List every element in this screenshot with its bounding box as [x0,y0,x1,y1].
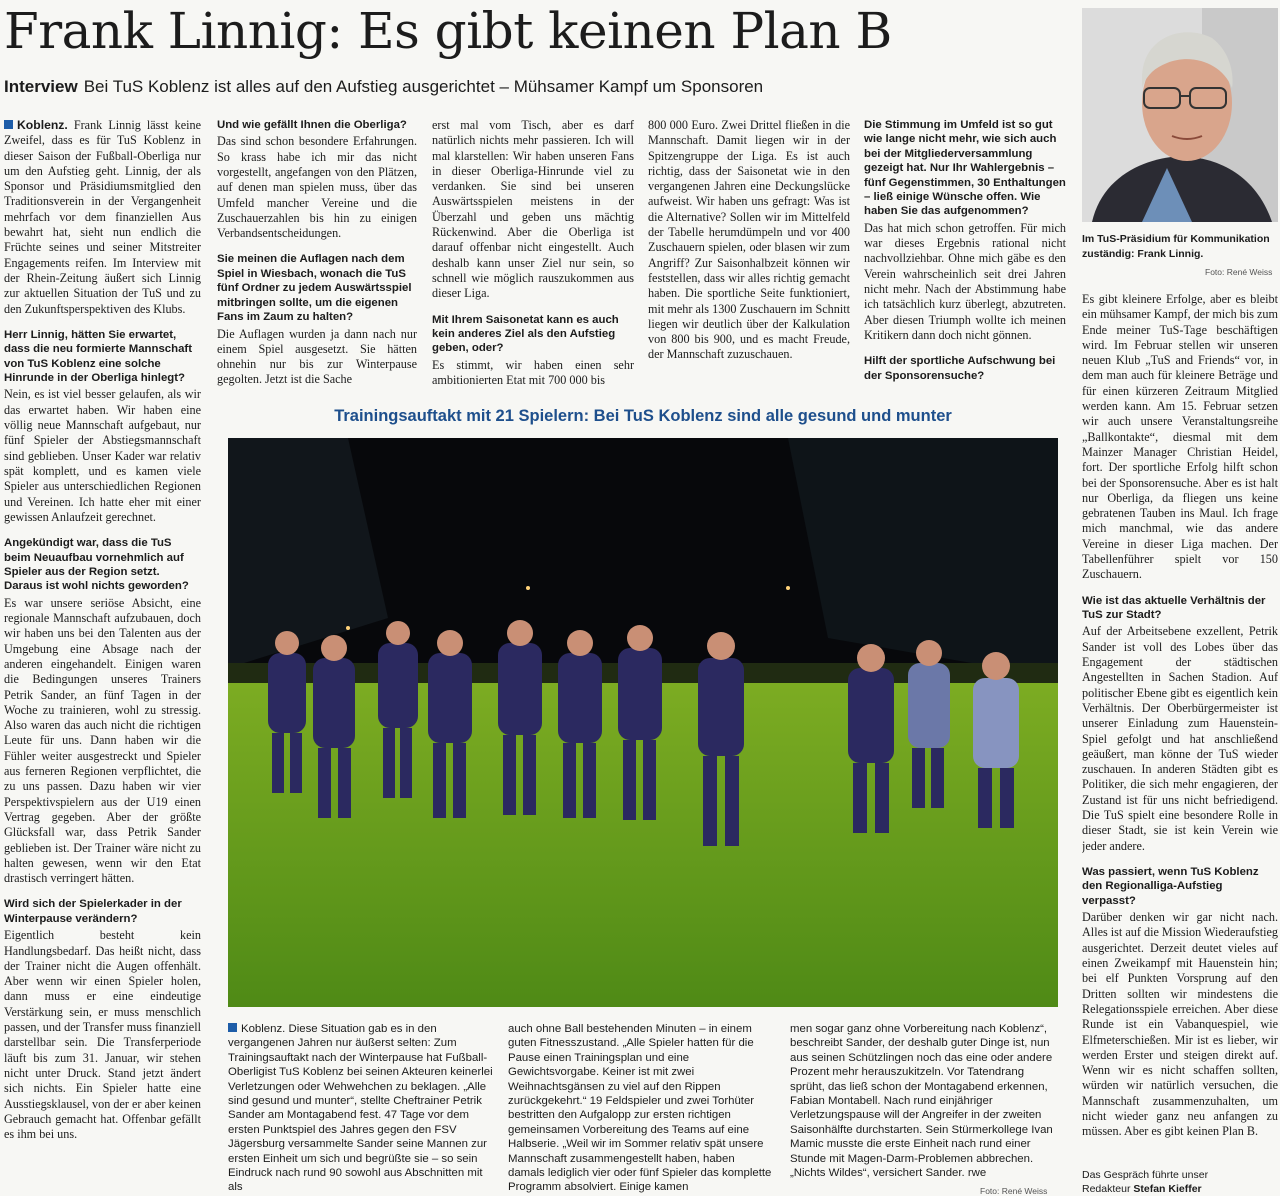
answer: Es gibt kleinere Erfolge, aber es bleibt ein mühsamer Kampf, der mich bis zum Ende meiner TuS-Tage beschäftigen wird. Im Februar stellen wir unseren neuen Klub „TuS and Friends“ vor, in dem man auch für kleinere Beträge und für einen kürzeren Zeitraum Mitglied werden kann. Am 15. Februar setzen wir auch unsere Veranstaltungsreihe „Ballkontakte“, diesmal mit dem Mainzer Manager Christian Heidel, fort. Der sportliche Erfolg hilft schon bei der Sponsorensuche. Aber es ist halt nur Oberliga, da fliegen uns keine gebratenen Tauben ins Maul. Ich frage mich manchmal, wie das andere Vereine in dieser Liga machen. Der Tabellenführer spielt vor 150 Zuschauern. [1082,292,1278,582]
column-3 [432,118,634,403]
question: Hilft der sportliche Aufschwung bei der Sponsorensuche? [864,355,1056,382]
answer: Eigentlich besteht kein Handlungsbedarf. Das heißt nicht, dass der Trainer nicht die Augen offenhält. Aber wenn wir einen Spieler holen, dann muss er eine eindeutige Verstärkung sein, er muss menschlich passen, und der Transfer muss finanziell darstellbar sein. Die Transferperiode läuft bis zum 31. Januar, wir stehen nicht unter Druck. Stand jetzt ändert sich nichts. Ein Spieler hatte eine Ausstiegsklausel, von der er aber keinen Gebrauch gemacht hat. Offenbar gefällt es ihm bei uns. [4,928,201,1142]
kicker-text: Bei TuS Koblenz ist alles auf den Aufstieg ausgerichtet – Mühsamer Kampf um Sponsoren [83,77,764,96]
column-4 [648,118,850,403]
intro-paragraph: Koblenz. Frank Linnig lässt keine Zweifel, dass es für TuS Koblenz in dieser Saison der Fußball-Oberliga nur um den Aufstieg geht. Linnig, der als Sponsor und Präsidiumsmitglied den Traditionsverein in der Vergangenheit mehrfach vor dem finanziellen Aus bewahrt hat, sieht nun endlich die Früchte seines und seiner Mitstreiter Engagements reifen. Im Interview mit der Rhein-Zeitung äußert sich Linnig zur aktuellen Situation der TuS und zu den Zukunftsperspektiven des Klubs. [4,118,201,316]
column-1 [4,118,201,1196]
headline: Frank Linnig: Es gibt keinen Plan B [4,2,892,60]
signature [1082,1168,1278,1196]
answer: Das hat mich schon getroffen. Für mich war dieses Ergebnis rational nicht nachvollziehbar. Ohne mich gäbe es den Verein wahrscheinlich seit drei Jahren nicht mehr. Nach der Abstimmung habe ich tatsächlich kurz überlegt, abzutreten. Aber diesen Triumph wollte ich meinen Kritikern dann doch nicht gönnen. [864,220,1066,342]
question: Mit Ihrem Saisonetat kann es auch kein anderes Ziel als den Aufstieg geben, oder? [432,313,619,355]
photo-credit: Foto: René Weiss [980,1186,1048,1196]
answer: erst mal vom Tisch, aber es darf natürlich nichts mehr passieren. Ich will mal klarstellen: Wir haben unseren Fans in dieser Oberliga-Hinrunde viel zu verdanken. Sie sind bei unseren Auswärtsspielen meistens in der Überzahl und geben uns mächtig Rückenwind. Aber die Oberliga ist darauf offenbar nicht eingestellt. Auch deshalb kann unser Ziel nur sein, so schnell wie möglich rauszukommen aus dieser Liga. [432,118,634,301]
question: Wie ist das aktuelle Verhältnis der TuS zur Stadt? [1082,594,1266,622]
portrait-credit: Foto: René Weiss [1205,267,1273,277]
question: Was passiert, wenn TuS Koblenz den Regionalliga-Aufstieg verpasst? [1082,865,1259,907]
kicker-label: Interview [4,77,78,96]
signature-line: Das Gespräch führte unser [1082,1169,1209,1181]
kicker [4,76,1064,98]
column-6 [1082,292,1278,1162]
answer: Das sind schon besondere Erfahrungen. So krass habe ich mir das nicht vorgestellt, angefangen von den Plätzen, auf denen man spielen muss, über das Umfeld mancher Vereine und die Zuschauerzahlen bis hin zu einigen Verbandsentscheidungen. [217,134,417,241]
answer: Es war unsere seriöse Absicht, eine regionale Mannschaft aufzubauen, doch wir haben uns bei den Talenten aus der Umgebung eine Absage nach der anderen eingehandelt. Einigen waren die Bedingungen unseres Trainers Petrik Sander, an fünf Tagen in der Woche zu trainieren, wohl zu stressig. Also waren das auch nicht die richtigen Leute für uns. Dann haben wir die Fühler weiter ausgestreckt und Spieler aus ferneren Regionen verpflichtet, die zu uns passen. Dazu haben wir vier Perspektivspielern aus der U19 einen Vertrag gegeben. Aber der größte Glücksfall war, dass Petrik Sander geblieben ist. Der Trainer wäre nicht zu halten gewesen, wenn wir den Etat drastisch verringert hätten. [4,595,201,886]
bullet-square-icon [228,1023,237,1032]
portrait-caption: Im TuS-Präsidium für Kommunikation zuständig: Frank Linnig. [1082,233,1270,260]
column-2 [217,118,417,403]
answer: Die Auflagen wurden ja dann nach nur einem Spiel ausgesetzt. Sie hätten ohnehin nur bis zur Winterpause gegolten. Jetzt ist die Sache [217,326,417,387]
bottom-column-3: men sogar ganz ohne Vorbereitung nach Koblenz“, beschreibt Sander, der deshalb guter Dinge ist, nun aus seinen Schützlingen noch das eine oder andere Prozent mehr herauszukitzeln. Vor Tatendrang sprüht, das ließ schon der Montagabend erkennen, Fabian Montabell. Nach rund einjähriger Verletzungspause will der Angreifer in der zweiten Saisonhälfte durchstarten. Sein Stürmerkollege Ivan Mamic musste die erste Einheit nach rund einer Stunde mit Magen-Darm-Problemen abbrechen. „Nichts Wildes“, versichert Sander. rwe [790,1023,1053,1180]
answer: 800 000 Euro. Zwei Drittel fließen in die Mannschaft. Damit liegen wir in der Spitzengruppe der Liga. Es ist auch richtig, dass der Saisonetat wie in den vergangenen Jahren eine Deckungslücke aufweist. Wir haben uns gefragt: Was ist die Alternative? Sollen wir im Mittelfeld der Tabelle herumdümpeln und vor 400 Zuschauern spielen, oder blasen wir zum Angriff? Zur Saisonhalbzeit können wir feststellen, dass wir alles richtig gemacht haben. Die sportliche Seite funktioniert, mit mehr als 1300 Zuschauern im Schnitt liegen wir deutlich über der Kalkulation von 800 bis 900, und es macht Freude, der Mannschaft zuzuschauen. [648,118,850,362]
training-photo [228,438,1058,1007]
bottom-column-2: auch ohne Ball bestehenden Minuten – in einem guten Fitnesszustand. „Alle Spieler hatten für die Pause einen Trainingsplan und eine Gewichtsvorgabe. Keiner ist mit zwei Weihnachtsgänsen zu viel auf den Rippen zurückgekehrt.“ 19 Feldspieler und zwei Torhüter bestritten den Aufgalopp zur ersten richtigen gemeinsamen Vorbereitung des Teams auf eine Halbserie. „Weil wir im Sommer relativ spät unsere Mannschaft zusammengestellt haben, haben damals lediglich vier oder fünf Spieler das komplette Programm absolviert. Einige kamen [508,1023,772,1194]
question: Und wie gefällt Ihnen die Oberliga? [217,119,407,131]
question: Sie meinen die Auflagen nach dem Spiel in Wiesbach, wonach die TuS fünf Ordner zu jedem Auswärtsspiel mitbringen sollte, um die eigenen Fans im Zaum zu halten? [217,253,412,324]
photo-headline: Trainingsauftakt mit 21 Spielern: Bei TuS Koblenz sind alle gesund und munter [334,407,952,425]
answer: Auf der Arbeitsebene exzellent, Petrik Sander ist voll des Lobes über das Engagement der städtischen Angestellten in Sachen Stadion. Auf politischer Ebene gibt es eigentlich kein Verhältnis. Der Oberbürgermeister ist unserer Einladung zum Hauenstein-Spiel gefolgt und hat anschließend geäußert, man könne der TuS wieder zuschauen. In anderen Städten gibt es Politiker, die sich mehr engagieren, der Zustand ist für uns nicht befriedigend. Die TuS spielt eine besondere Rolle in dieser Stadt, sie ist kein Verein wie jeder andere. [1082,624,1278,853]
author-name: Stefan Kieffer [1133,1183,1202,1195]
question: Herr Linnig, hätten Sie erwartet, dass die neu formierte Mannschaft von TuS Koblenz eine solche Hinrunde in der Oberliga hinlegt? [4,328,192,385]
bottom-column-1: Koblenz. Diese Situation gab es in den vergangenen Jahren nur äußerst selten: Zum Trainingsauftakt nach der Winterpause hat Fußball-Oberligist TuS Koblenz bei seinen Akteuren keinerlei Verletzungen oder Wehwehchen zu beklagen. „Alle sind gesund und munter“, stellte Cheftrainer Petrik Sander am Montagabend fest. 47 Tage vor dem ersten Punktspiel des Jahres gegen den FSV Jägersburg versammelte Sander seine Mannen zur ersten Einheit um sich und begrüßte sie – so sein Eindruck nach rund 90 sowohl aus Abschnitten mit als [228,1023,493,1194]
signature-author-line: Redakteur Stefan Kieffer [1082,1183,1202,1195]
answer: Nein, es ist viel besser gelaufen, als wir das erwartet haben. Wir haben eine völlig neue Mannschaft aufgebaut, nur fünf Spieler der Abstiegsmannschaft sind geblieben. Unser Kader war relativ spät komplett, und es kamen viele Spieler aus unterschiedlichen Regionen und Vereinen. Ich hatte eher mit einer gewissen Anlaufzeit gerechnet. [4,387,201,524]
question: Die Stimmung im Umfeld ist so gut wie lange nicht mehr, wie sich auch bei der Mitgliederversammlung gezeigt hat. Nur Ihr Wahlergebnis – fünf Gegenstimmen, 30 Enthaltungen – ließ einige Wünsche offen. Wie haben Sie das aufgenommen? [864,119,1066,218]
question: Angekündigt war, dass die TuS beim Neuaufbau vornehmlich auf Spieler aus der Region setzt. Daraus ist wohl nichts geworden? [4,537,189,593]
bullet-square-icon [4,120,13,129]
answer: Darüber denken wir gar nicht nach. Alles ist auf die Mission Wiederaufstieg ausgerichtet. Derzeit deutet vieles auf einen Zweikampf mit Hauenstein hin; bei elf Punkten Vorsprung auf den Dritten sollten wir mindestens die Relegationsspiele erreichen. Aber diese Runde ist ein Vabanquespiel, wie Elfmeterschießen. Mir ist es lieber, wir werden Erster und steigen direkt auf. Wenn wir es nicht schaffen sollten, würden wir natürlich versuchen, die Mannschaft zusammenzuhalten, um nicht wieder ganz neu anfangen zu müssen. Aber es gibt keinen Plan B. [1082,910,1278,1139]
portrait-photo [1082,8,1278,222]
question: Wird sich der Spielerkader in der Winterpause verändern? [4,898,182,925]
answer: Es stimmt, wir haben einen sehr ambitionierten Etat mit 700 000 bis [432,357,634,388]
dateline: Koblenz. [17,118,68,132]
column-5 [864,118,1066,403]
